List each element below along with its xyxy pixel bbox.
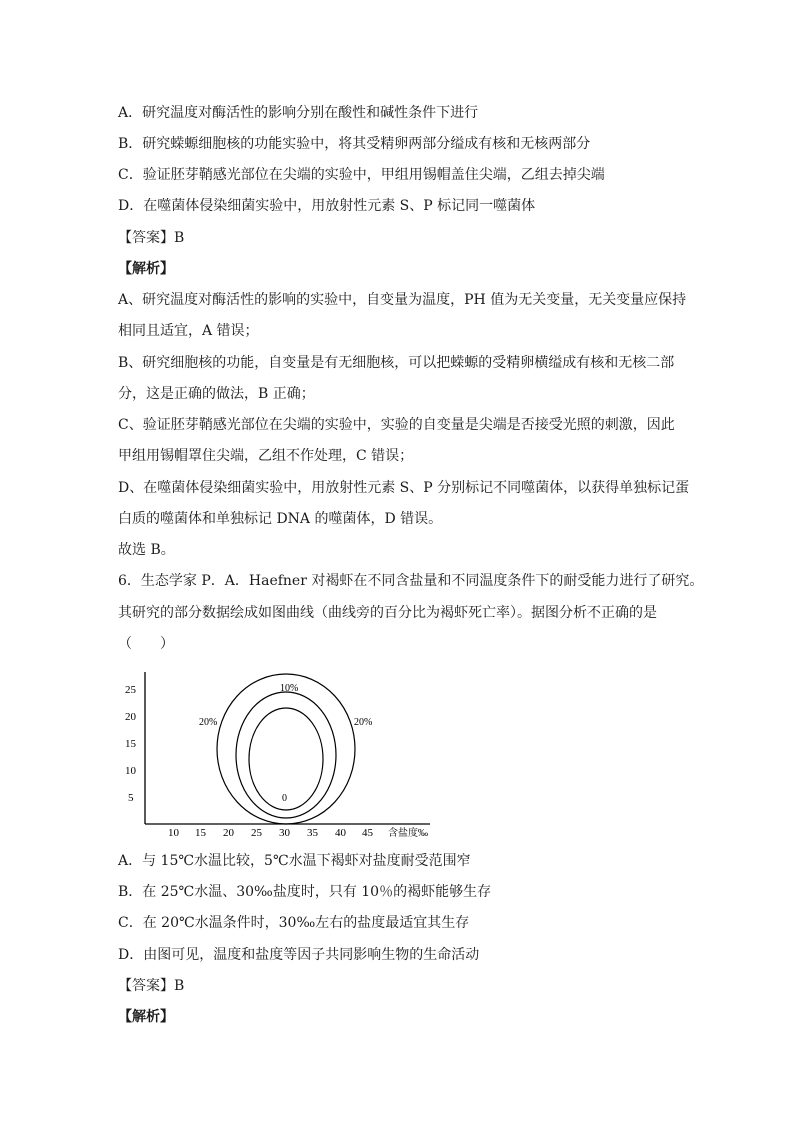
x-axis-label: 含盐度‰ [388,828,428,839]
question-stem: 其研究的部分数据绘成如图曲线（曲线旁的百分比为褐虾死亡率）。据图分析不正确的是 [118,605,657,621]
contour-label-outer-right: 20% [354,717,373,728]
x-tick-label: 40 [335,827,346,839]
contour-label-outer-left: 20% [199,717,218,728]
y-tick-label: 25 [125,684,136,696]
analysis-line: 分，这是正确的做法，B 正确； [118,386,315,402]
analysis-line: 甲组用锡帽罩住尖端，乙组不作处理，C 错误； [118,448,414,464]
analysis-line: A、研究温度对酶活性的影响的实验中，自变量为温度，PH 值为无关变量，无关变量应保持 [118,292,687,308]
analysis-line: C、验证胚芽鞘感光部位在尖端的实验中，实验的自变量是尖端是否接受光照的刺激，因此 [118,417,675,433]
option-c: C．验证胚芽鞘感光部位在尖端的实验中，甲组用锡帽盖住尖端，乙组去掉尖端 [118,167,605,183]
contour-label-middle: 10% [280,683,299,694]
x-tick-label: 35 [307,827,318,839]
y-tick-label: 20 [125,711,136,723]
analysis-line: B、研究细胞核的功能，自变量是有无细胞核，可以把蝾螈的受精卵横缢成有核和无核二部 [118,355,675,371]
analysis-line: 白质的噬菌体和单独标记 DNA 的噬菌体，D 错误。 [118,511,443,527]
x-tick-label: 15 [195,827,206,839]
salinity-temperature-chart [118,668,458,840]
analysis-line: 相同且适宜，A 错误； [118,323,259,339]
answer: 【答案】B [118,230,185,246]
x-tick-label: 45 [362,827,373,839]
x-tick-label: 30 [279,827,290,839]
analysis-heading: 【解析】 [118,261,174,277]
contour-label-inner: 0 [282,793,287,804]
x-tick-label: 20 [223,827,234,839]
q6-analysis-heading: 【解析】 [118,1009,174,1025]
option-b: B．研究蝾螈细胞核的功能实验中，将其受精卵两部分缢成有核和无核两部分 [118,136,591,152]
x-tick-label: 10 [168,827,179,839]
q6-option-a: A．与 15℃水温比较，5℃水温下褐虾对盐度耐受范围窄 [118,853,471,869]
q6-answer: 【答案】B [118,978,185,994]
analysis-line: D、在噬菌体侵染细菌实验中，用放射性元素 S、P 分别标记不同噬菌体，以获得单独标记蛋 [118,480,690,496]
y-tick-label: 10 [125,765,136,777]
x-tick-label: 25 [251,827,262,839]
question-stem: 6．生态学家 P．A．Haefner 对褐虾在不同含盐量和不同温度条件下的耐受能力进行了研究。 [118,573,704,589]
option-d: D．在噬菌体侵染细菌实验中，用放射性元素 S、P 标记同一噬菌体 [118,198,536,214]
q6-option-c: C．在 20℃水温条件时，30‰左右的盐度最适宜其生存 [118,915,470,931]
conclusion: 故选 B。 [118,542,175,558]
q6-option-d: D．由图可见，温度和盐度等因子共同影响生物的生命活动 [118,947,480,963]
y-tick-label: 15 [125,738,136,750]
y-tick-label: 5 [128,792,134,804]
option-a: A．研究温度对酶活性的影响分别在酸性和碱性条件下进行 [118,105,479,121]
q6-option-b: B．在 25℃水温、30‰盐度时，只有 10％的褐虾能够生存 [118,884,492,900]
question-stem: （ ） [118,636,174,652]
